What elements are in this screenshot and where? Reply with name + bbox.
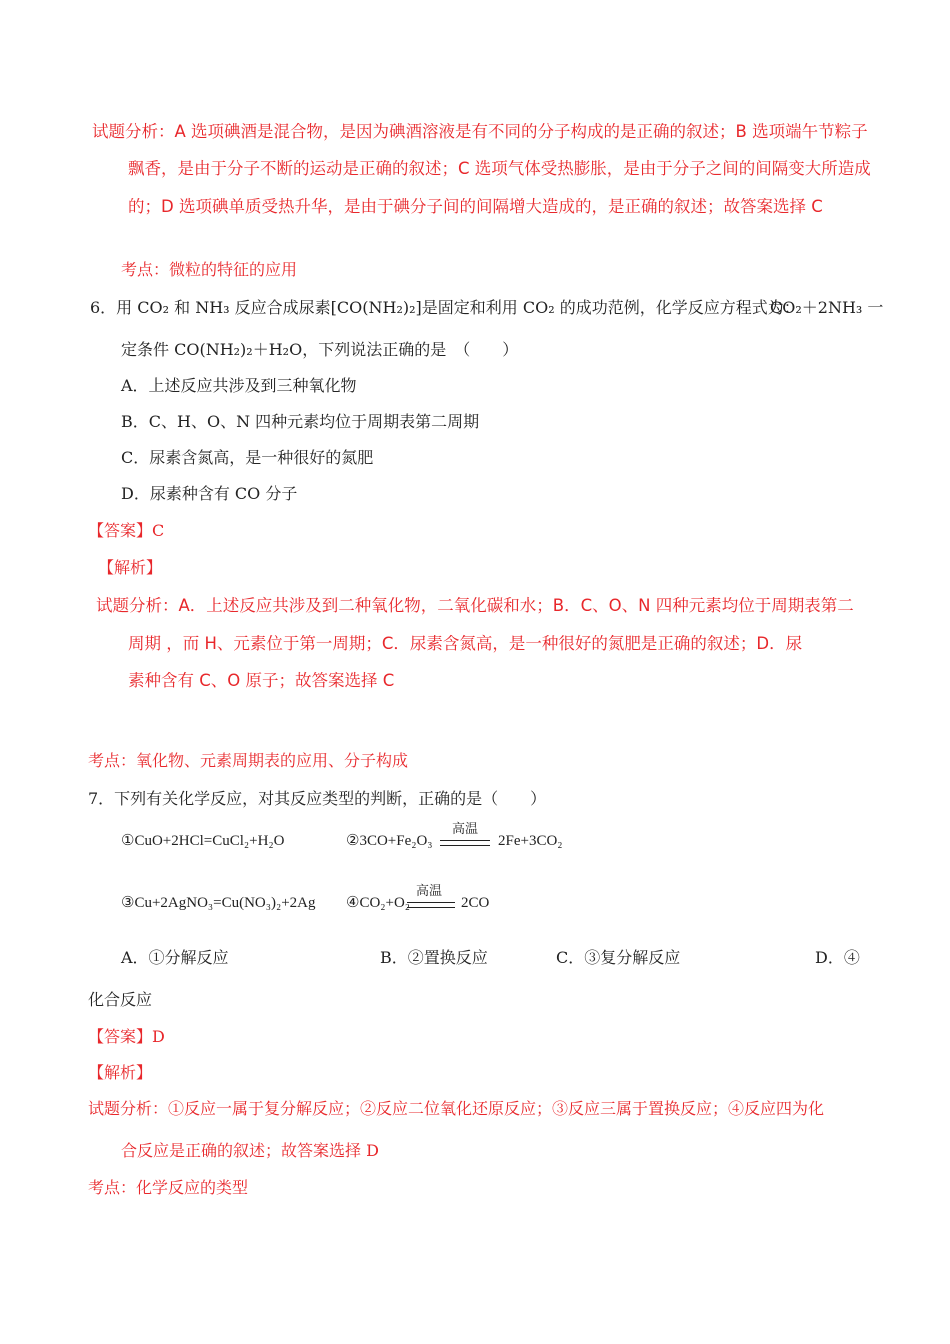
q6-analysis-line-2: 周期 ，而 H、元素位于第一周期；C．尿素含氮高，是一种很好的氮肥是正确的叙述；D．尿	[128, 634, 803, 653]
q6-option-c: C．尿素含氮高，是一种很好的氮肥	[121, 448, 374, 467]
q5-analysis-line-3: 的；D 选项碘单质受热升华，是由于碘分子间的间隔增大造成的，是正确的叙述；故答案选择 C	[128, 197, 823, 216]
q6-analysis-line-1: 试题分析：A．上述反应共涉及到二种氧化物，二氧化碳和水；B．C、O、N 四种元素均位于周期表第二	[96, 596, 854, 615]
q7-option-c: C．③复分解反应	[556, 948, 681, 967]
q7-equation-4-equals-sign	[407, 902, 455, 908]
q7-equation-1: ①CuO+2HCl=CuCl₂+H₂O	[121, 833, 285, 849]
q7-analysis-line-1: 试题分析：①反应一属于复分解反应；②反应二位氧化还原反应；③反应三属于置换反应；④反应四为化	[88, 1099, 825, 1118]
q7-option-d-continued: 化合反应	[88, 990, 153, 1009]
q5-analysis-line-1: 试题分析：A 选项碘酒是混合物，是因为碘酒溶液是有不同的分子构成的是正确的叙述；B 选项端午节粽子	[92, 122, 868, 141]
q6-option-d: D．尿素种含有 CO 分子	[121, 484, 298, 503]
q6-option-a: A．上述反应共涉及到三种氧化物	[121, 376, 357, 395]
q6-option-b: B．C、H、O、N 四种元素均位于周期表第二周期	[121, 412, 480, 431]
q6-stem-equation: CO₂＋2NH₃ 一	[770, 298, 884, 317]
q7-option-d: D．④	[815, 948, 860, 967]
q7-equation-2-right: 2Fe+3CO₂	[498, 833, 563, 849]
q7-equation-4-condition: 高温	[416, 884, 443, 899]
q6-kaodian: 考点：氧化物、元素周期表的应用、分子构成	[88, 751, 409, 770]
q7-option-b: B．②置换反应	[380, 948, 488, 967]
q7-stem: 7．下列有关化学反应，对其反应类型的判断，正确的是（ ）	[88, 789, 547, 808]
q6-stem-line-1: 6．用 CO₂ 和 NH₃ 反应合成尿素[CO(NH₂)₂]是固定和利用 CO₂ 的成功范例，化学反应方程式为：	[90, 298, 800, 317]
q7-equation-3: ③Cu+2AgNO₃=Cu(NO₃)₂+2Ag	[121, 895, 316, 911]
q7-analysis-line-2: 合反应是正确的叙述；故答案选择 D	[121, 1141, 379, 1160]
q5-kaodian: 考点：微粒的特征的应用	[121, 260, 298, 279]
q7-equation-2-left: ②3CO+Fe₂O₃	[346, 833, 433, 849]
q6-stem-line-2: 定条件 CO(NH₂)₂＋H₂O，下列说法正确的是 （ ）	[121, 340, 519, 359]
q6-answer: 【答案】C	[88, 521, 165, 540]
q7-equation-2-equals-sign	[440, 840, 490, 846]
q6-analysis-line-3: 素种含有 C、O 原子；故答案选择 C	[128, 671, 395, 690]
q7-equation-4-right: 2CO	[461, 895, 490, 911]
q7-equation-4-left: ④CO₂+O₂	[346, 895, 411, 911]
q7-equation-2-condition: 高温	[452, 822, 479, 837]
q6-jiexi-heading: 【解析】	[98, 558, 163, 577]
q7-jiexi-heading: 【解析】	[88, 1063, 153, 1082]
q7-option-a: A．①分解反应	[121, 948, 229, 967]
q7-kaodian: 考点：化学反应的类型	[88, 1178, 249, 1197]
q5-analysis-line-2: 飘香，是由于分子不断的运动是正确的叙述；C 选项气体受热膨胀，是由于分子之间的间隔变大所造成	[128, 159, 871, 178]
q7-answer: 【答案】D	[88, 1027, 165, 1046]
